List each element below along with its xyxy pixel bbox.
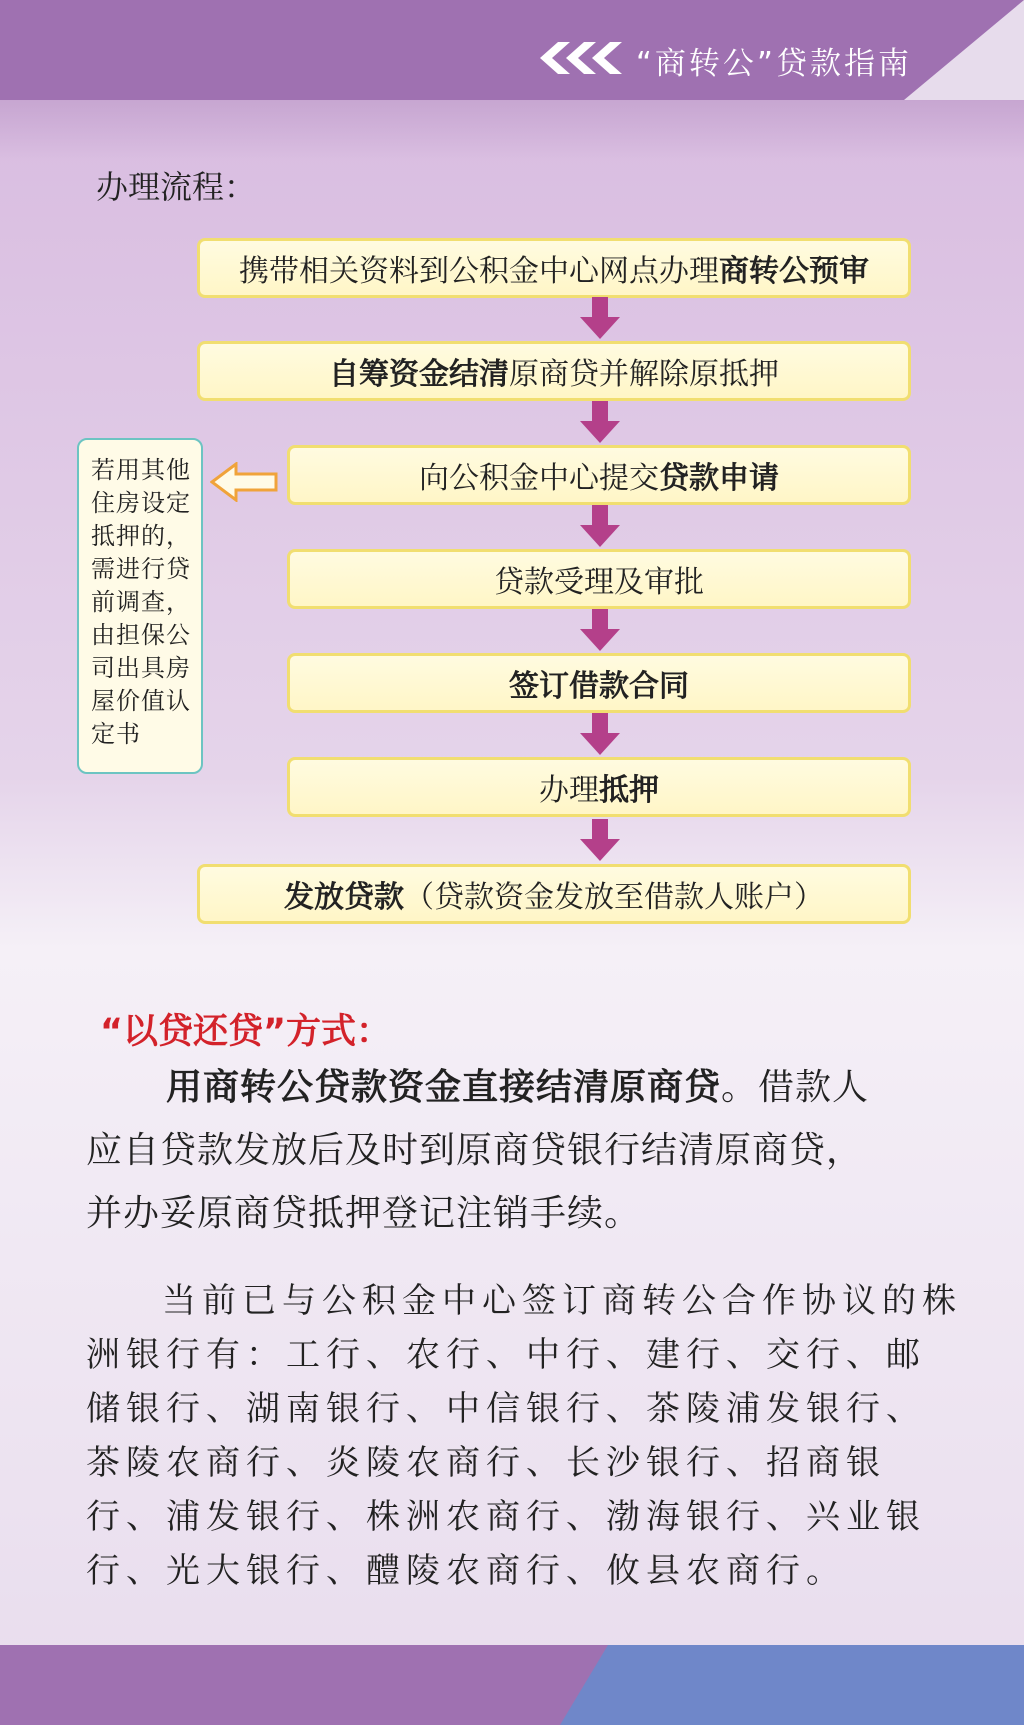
note-line: 抵押的， bbox=[91, 522, 191, 550]
down-arrow-icon bbox=[580, 401, 620, 443]
note-line: 司出具房 bbox=[91, 654, 191, 682]
step-3-box bbox=[287, 445, 911, 505]
step-6-box bbox=[287, 757, 911, 817]
step-2-box bbox=[197, 341, 911, 401]
para1-bold: 用商转公贷款资金直接结清原商贷 bbox=[166, 1067, 722, 1108]
note-line: 前调查， bbox=[91, 588, 191, 616]
step-1-text: 携带相关资料到公积金中心网点办理 bbox=[239, 254, 719, 289]
para2-line: 茶陵农商行、炎陵农商行、长沙银行、招商银 bbox=[86, 1443, 886, 1483]
down-arrow-icon bbox=[580, 505, 620, 547]
para2-line: 储银行、湖南银行、中信银行、茶陵浦发银行、 bbox=[86, 1389, 926, 1429]
down-arrow-icon bbox=[580, 297, 620, 339]
down-arrow-icon bbox=[580, 609, 620, 651]
down-arrow-icon bbox=[580, 713, 620, 755]
method-paragraph-1 bbox=[86, 1056, 916, 1245]
note-line: 若用其他 bbox=[91, 456, 191, 484]
header-corner-cut bbox=[904, 0, 1024, 100]
note-line: 屋价值认 bbox=[91, 687, 191, 715]
note-line: 需进行贷 bbox=[91, 555, 191, 583]
header-title bbox=[636, 38, 912, 83]
method-title: “以贷还贷”方式： bbox=[100, 1012, 392, 1052]
step-1-bold: 商转公预审 bbox=[719, 254, 869, 289]
note-line: 由担保公 bbox=[91, 621, 191, 649]
header-title-text: “商转公”贷款指南 bbox=[635, 46, 912, 82]
para2-line: 洲银行有：工行、农行、中行、建行、交行、邮 bbox=[86, 1335, 926, 1375]
step-2-bold: 自筹资金结清 bbox=[329, 357, 509, 392]
step-7-box bbox=[197, 864, 911, 924]
method-paragraph-2 bbox=[86, 1274, 962, 1598]
step-6-text: 办理 bbox=[539, 773, 599, 808]
para2-line: 当前已与公积金中心签订商转公合作协议的株 bbox=[162, 1281, 962, 1321]
para1-line: 。借款人 bbox=[721, 1067, 870, 1108]
para2-line: 行、浦发银行、株洲农商行、渤海银行、兴业银 bbox=[86, 1497, 926, 1537]
hollow-left-arrow-icon bbox=[210, 462, 278, 502]
step-5-bold: 签订借款合同 bbox=[509, 669, 689, 704]
step-6-bold: 抵押 bbox=[599, 773, 659, 808]
para2-line: 行、光大银行、醴陵农商行、攸县农商行。 bbox=[86, 1551, 846, 1591]
header-shadow bbox=[0, 100, 1024, 160]
down-arrow-icon bbox=[580, 819, 620, 861]
note-line: 住房设定 bbox=[91, 489, 191, 517]
step-4-box bbox=[287, 549, 911, 609]
step-7-bold: 发放贷款 bbox=[284, 880, 404, 915]
triple-chevron-left-icon bbox=[540, 42, 624, 74]
process-label: 办理流程： bbox=[96, 168, 257, 206]
step-2-text: 原商贷并解除原抵押 bbox=[509, 357, 779, 392]
footer-blue-band bbox=[560, 1645, 1024, 1725]
side-note bbox=[77, 438, 203, 774]
para1-line: 并办妥原商贷抵押登记注销手续。 bbox=[86, 1193, 642, 1234]
step-3-bold: 贷款申请 bbox=[659, 461, 779, 496]
step-4-text: 贷款受理及审批 bbox=[494, 565, 704, 600]
step-3-text: 向公积金中心提交 bbox=[419, 461, 659, 496]
para1-line: 应自贷款发放后及时到原商贷银行结清原商贷， bbox=[86, 1130, 864, 1171]
step-5-box bbox=[287, 653, 911, 713]
step-7-text: （贷款资金发放至借款人账户） bbox=[404, 880, 824, 915]
note-line: 定书 bbox=[91, 720, 141, 748]
step-1-box bbox=[197, 238, 911, 298]
